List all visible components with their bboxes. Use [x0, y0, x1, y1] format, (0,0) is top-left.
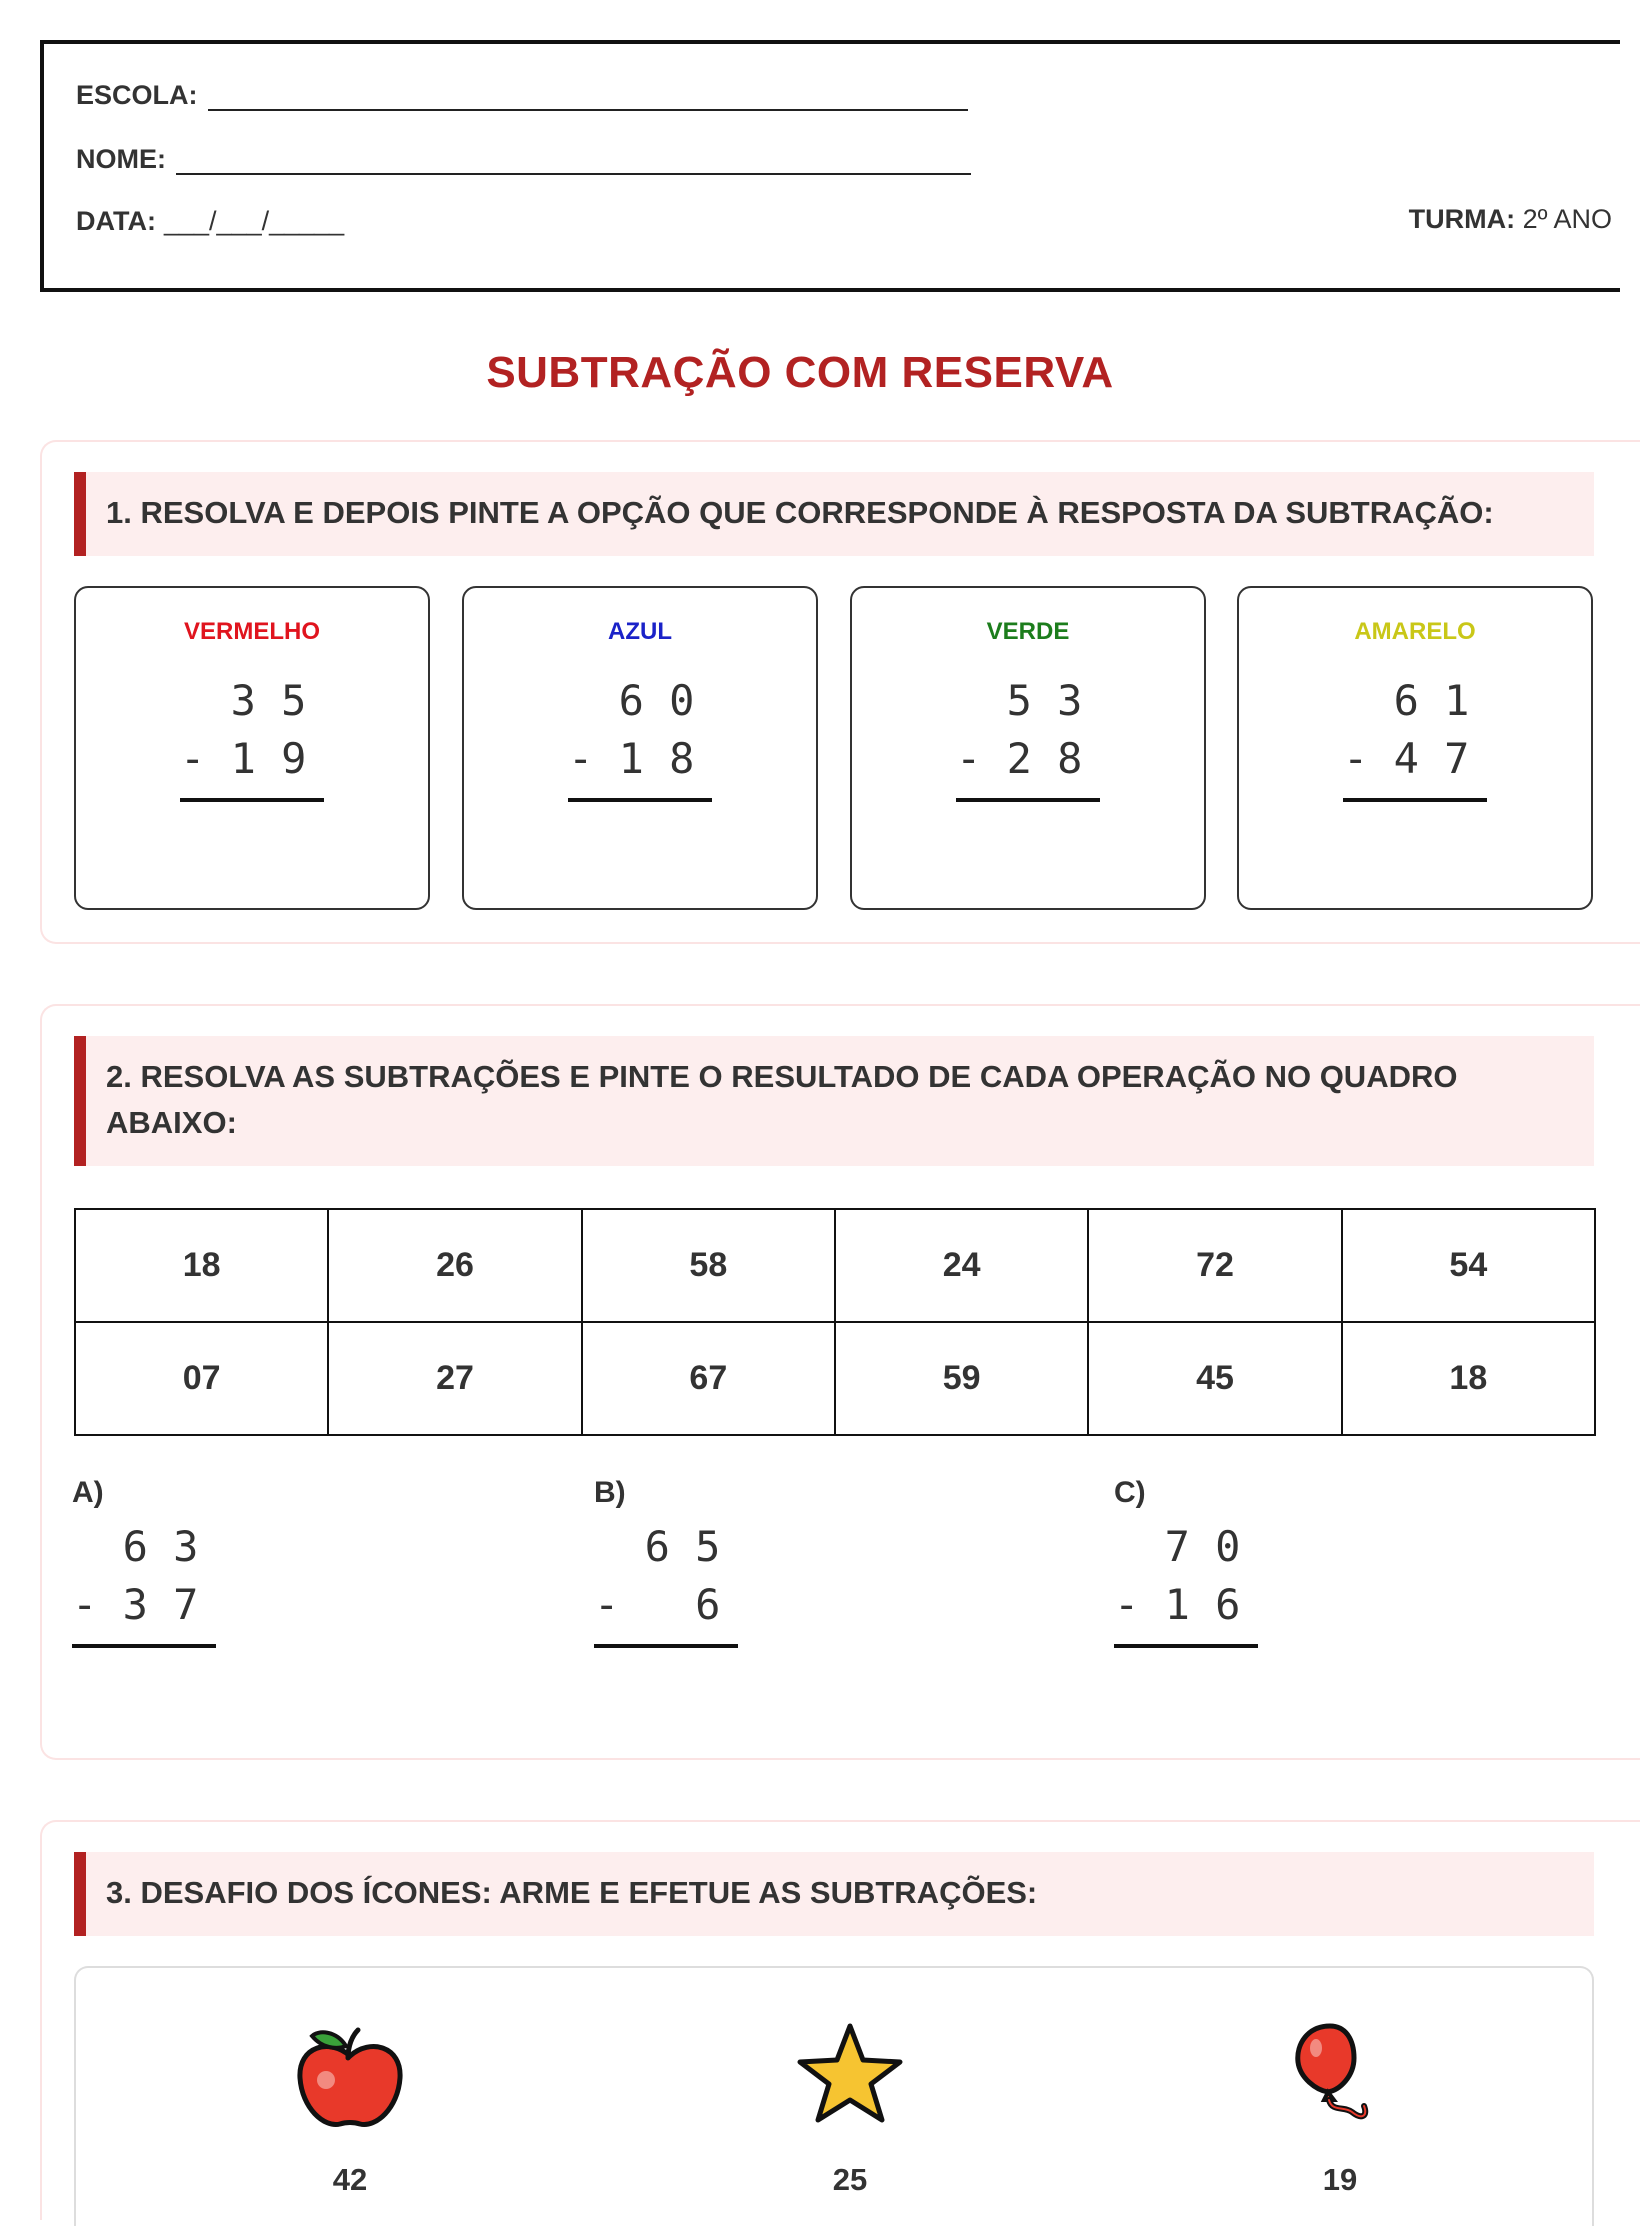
apple-value: 42	[332, 2162, 368, 2197]
turma-row	[1409, 204, 1612, 235]
instruction-line-1: 2. RESOLVA AS SUBTRAÇÕES E PINTE O RESULTADO DE CADA OPERAÇÃO NO QUADRO	[106, 1059, 1458, 1094]
grid-cell[interactable]: 67	[582, 1322, 835, 1435]
card-color-label: AZUL	[608, 618, 672, 645]
turma-value: 2º ANO	[1522, 204, 1612, 234]
operation-label: A)	[72, 1476, 104, 1509]
student-info-box	[40, 40, 1620, 292]
balloon-value: 19	[1322, 2162, 1358, 2197]
balloon-icon	[1280, 2020, 1400, 2130]
escola-label: ESCOLA:	[76, 80, 198, 110]
subtraction-subtrahend: - 2 8	[956, 734, 1083, 783]
answer-card-yellow[interactable]	[1237, 586, 1593, 910]
grid-cell[interactable]: 18	[1342, 1322, 1595, 1435]
section-1	[40, 440, 1640, 944]
subtraction-subtrahend: - 4 7	[1343, 734, 1470, 783]
subtraction-minuend: 3 5	[180, 676, 307, 725]
data-field[interactable]: ___/___/_____	[163, 206, 345, 236]
table-row	[75, 1322, 1595, 1435]
answer-line	[1343, 798, 1487, 802]
star-icon	[790, 2020, 910, 2130]
escola-field[interactable]	[208, 87, 968, 111]
card-color-label: VERMELHO	[183, 618, 320, 645]
grid-cell[interactable]: 24	[835, 1209, 1088, 1322]
answer-line	[956, 798, 1100, 802]
turma-label: TURMA:	[1408, 204, 1516, 234]
subtraction-minuend: 5 3	[956, 676, 1083, 725]
operation-label: B)	[594, 1476, 626, 1509]
grid-cell[interactable]: 26	[328, 1209, 581, 1322]
icons-card	[74, 1966, 1594, 2226]
nome-row	[76, 144, 971, 175]
subtraction-minuend: 7 0	[1114, 1522, 1241, 1571]
card-color-label: VERDE	[986, 618, 1070, 645]
answer-line[interactable]	[594, 1644, 738, 1648]
instruction-line-2: ABAIXO:	[106, 1105, 237, 1140]
answer-line[interactable]	[72, 1644, 216, 1648]
grid-cell[interactable]: 58	[582, 1209, 835, 1322]
apple-icon	[290, 2020, 410, 2130]
grid-cell[interactable]: 18	[75, 1209, 328, 1322]
answer-line	[180, 798, 324, 802]
results-grid	[74, 1208, 1596, 1436]
nome-label: NOME:	[76, 144, 166, 174]
section-2	[40, 1004, 1640, 1760]
subtraction-minuend: 6 5	[594, 1522, 721, 1571]
subtraction-minuend: 6 1	[1343, 676, 1470, 725]
answer-card-blue[interactable]	[462, 586, 818, 910]
answer-line	[568, 798, 712, 802]
grid-cell[interactable]: 59	[835, 1322, 1088, 1435]
star-value: 25	[832, 2162, 868, 2197]
grid-cell[interactable]: 45	[1088, 1322, 1341, 1435]
subtraction-subtrahend: - 6	[594, 1580, 721, 1629]
subtraction-minuend: 6 0	[568, 676, 695, 725]
subtraction-subtrahend: - 1 6	[1114, 1580, 1241, 1629]
section-3	[40, 1820, 1640, 2220]
data-row	[76, 206, 344, 237]
answer-line[interactable]	[1114, 1644, 1258, 1648]
answer-card-red[interactable]	[74, 586, 430, 910]
section-1-instruction: 1. RESOLVA E DEPOIS PINTE A OPÇÃO QUE CORRESPONDE À RESPOSTA DA SUBTRAÇÃO:	[74, 472, 1594, 556]
subtraction-subtrahend: - 1 9	[180, 734, 307, 783]
table-row	[75, 1209, 1595, 1322]
grid-cell[interactable]: 07	[75, 1322, 328, 1435]
subtraction-subtrahend: - 3 7	[72, 1580, 199, 1629]
subtraction-minuend: 6 3	[72, 1522, 199, 1571]
nome-field[interactable]	[176, 151, 971, 175]
section-3-instruction: 3. DESAFIO DOS ÍCONES: ARME E EFETUE AS SUBTRAÇÕES:	[74, 1852, 1594, 1936]
operation-label: C)	[1114, 1476, 1146, 1509]
page-title: SUBTRAÇÃO COM RESERVA	[486, 348, 1114, 397]
grid-cell[interactable]: 72	[1088, 1209, 1341, 1322]
data-label: DATA:	[76, 206, 156, 236]
subtraction-subtrahend: - 1 8	[568, 734, 695, 783]
answer-card-green[interactable]	[850, 586, 1206, 910]
section-2-instruction	[74, 1036, 1594, 1166]
grid-cell[interactable]: 27	[328, 1322, 581, 1435]
escola-row	[76, 80, 968, 111]
card-color-label: AMARELO	[1354, 618, 1476, 645]
grid-cell[interactable]: 54	[1342, 1209, 1595, 1322]
